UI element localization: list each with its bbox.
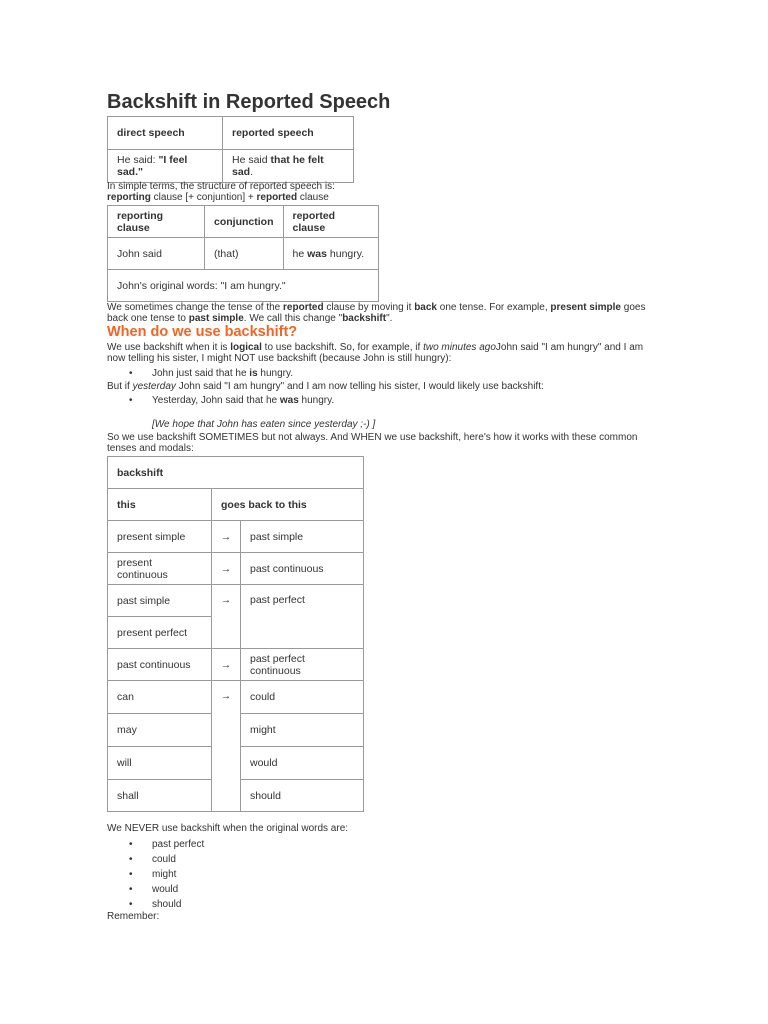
table-header: goes back to this [212, 489, 364, 521]
table-cell: John said [108, 238, 205, 270]
paragraph: tenses and modals: [107, 443, 194, 454]
table-cell: past perfect [241, 585, 364, 649]
list-item: • could [129, 854, 176, 865]
table-cell: past continuous [108, 649, 212, 681]
table-cell: he was hungry. [283, 238, 378, 270]
list-item: • Yesterday, John said that he was hungry. [129, 395, 335, 406]
paragraph: Remember: [107, 911, 160, 922]
paragraph: We NEVER use backshift when the original words are: [107, 823, 349, 834]
list-item: • John just said that he is hungry. [129, 368, 294, 379]
table-cell: may [108, 714, 212, 747]
table-header: this [108, 489, 212, 521]
arrow-icon: → [212, 585, 241, 649]
section-heading: When do we use backshift? [107, 324, 298, 340]
table-title: backshift [108, 457, 364, 489]
example-list [107, 393, 334, 408]
table-cell: can [108, 681, 212, 714]
intro-line: In simple terms, the structure of reported speech is: [107, 181, 335, 192]
table-cell: would [241, 747, 364, 780]
paragraph: We use backshift when it is logical to use backshift. So, for example, if two minutes agoJohn said "I am hungry" and I am [107, 342, 644, 353]
table-header: conjunction [205, 206, 284, 238]
list-item: • past perfect [129, 839, 205, 850]
list-item: • should [129, 899, 182, 910]
paragraph: So we use backshift SOMETIMES but not always. And WHEN we use backshift, here's how it works with these common [107, 432, 638, 443]
speech-example-table [107, 116, 354, 183]
arrow-icon: → [212, 649, 241, 681]
arrow-icon: → [212, 553, 241, 585]
list-item: • would [129, 884, 179, 895]
structure-table [107, 205, 379, 302]
arrow-icon: → [212, 681, 241, 812]
table-cell: He said that he felt sad. [223, 150, 354, 183]
table-cell: past simple [241, 521, 364, 553]
table-header: direct speech [108, 117, 223, 150]
table-footer: John's original words: "I am hungry." [108, 270, 379, 302]
table-cell: might [241, 714, 364, 747]
table-cell: (that) [205, 238, 284, 270]
table-cell: He said: "I feel sad." [108, 150, 223, 183]
paragraph: now telling his sister, I might NOT use backshift (because John is still hungry): [107, 353, 452, 364]
table-header: reported speech [223, 117, 354, 150]
backshift-table [107, 456, 364, 812]
page-title: Backshift in Reported Speech [107, 91, 391, 113]
paragraph: We sometimes change the tense of the reported clause by moving it back one tense. For example, present simple goes [107, 302, 646, 313]
intro-structure: reporting clause [+ conjuntion] + reported clause [107, 192, 329, 203]
table-cell: past simple [108, 585, 212, 617]
table-cell: present continuous [108, 553, 212, 585]
aside-note: [We hope that John has eaten since yesterday ;-) ] [152, 419, 376, 430]
table-cell: present perfect [108, 617, 212, 649]
table-cell: should [241, 780, 364, 812]
table-header: reported clause [283, 206, 378, 238]
paragraph: But if yesterday John said "I am hungry" and I am now telling his sister, I would likely use backshift: [107, 381, 544, 392]
table-header: reporting clause [108, 206, 205, 238]
list-item: • might [129, 869, 177, 880]
table-cell: past perfect continuous [241, 649, 364, 681]
arrow-icon: → [212, 521, 241, 553]
table-cell: past continuous [241, 553, 364, 585]
paragraph: back one tense to past simple. We call this change "backshift". [107, 313, 393, 324]
table-cell: will [108, 747, 212, 780]
table-cell: shall [108, 780, 212, 812]
table-cell: present simple [108, 521, 212, 553]
never-list [107, 837, 204, 912]
table-cell: could [241, 681, 364, 714]
example-list [107, 366, 293, 381]
